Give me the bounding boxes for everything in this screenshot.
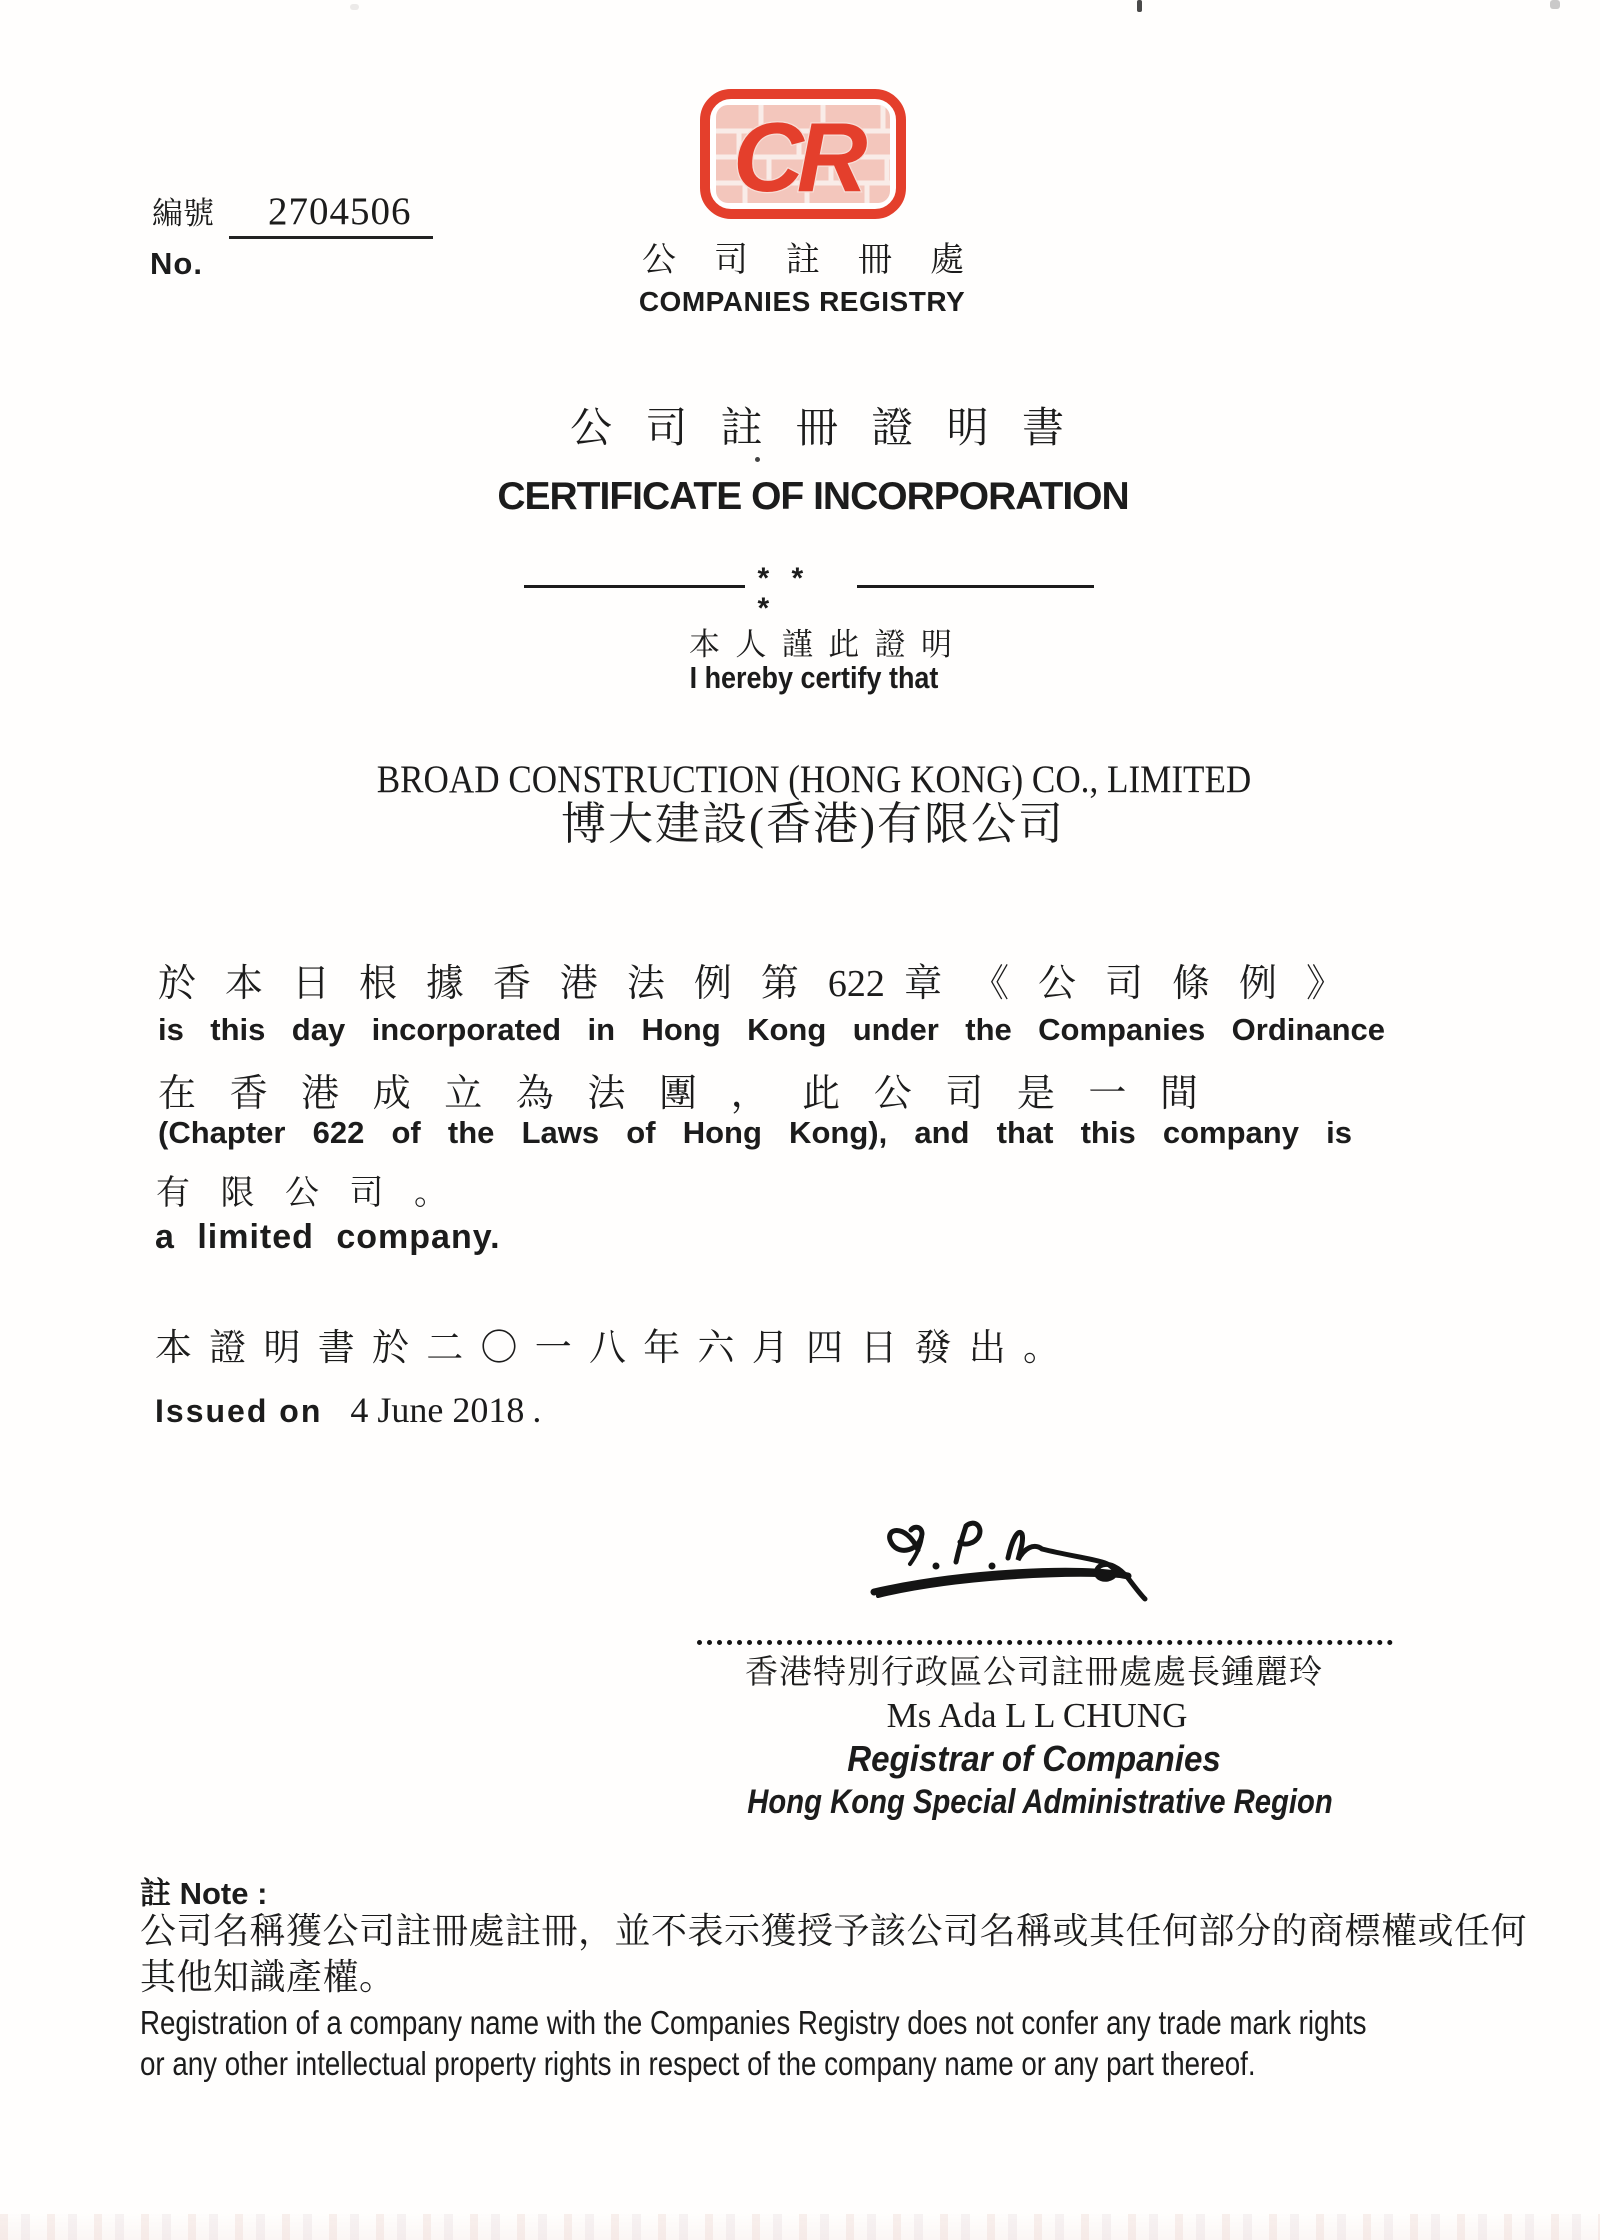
divider-line-left xyxy=(524,585,745,588)
scan-speck xyxy=(755,457,760,462)
certify-statement-en: I hereby certify that xyxy=(689,660,939,695)
scan-edge-noise xyxy=(0,2214,1600,2240)
issue-date-period: . xyxy=(532,1390,542,1430)
issue-date-line-en xyxy=(155,1392,541,1428)
certificate-number-underline xyxy=(229,236,433,239)
note-en-line2: or any other intellectual property rights in respect of the company name or any part thereof. xyxy=(140,2045,1256,2082)
companies-registry-logo-icon xyxy=(699,88,907,220)
company-name-en: BROAD CONSTRUCTION (HONG KONG) CO., LIMITED xyxy=(376,758,1252,801)
note-en-line1: Registration of a company name with the Companies Registry does not confer any trade mark rights xyxy=(140,2004,1367,2041)
registrar-role: Registrar of Companies xyxy=(847,1738,1221,1779)
registrar-region: Hong Kong Special Administrative Region xyxy=(747,1783,1333,1821)
body-line1-en: is this day incorporated in Hong Kong under the Companies Ordinance xyxy=(158,1012,1385,1047)
registry-name-cn: 公 司 註 冊 處 xyxy=(642,242,964,279)
divider-line-right xyxy=(857,585,1094,588)
signature-dotted-line xyxy=(697,1640,1393,1645)
registry-name-en: COMPANIES REGISTRY xyxy=(638,286,966,317)
certificate-number-value: 2704506 xyxy=(268,190,412,233)
registrar-name: Ms Ada L L CHUNG xyxy=(886,1696,1188,1735)
issued-on-label: Issued on xyxy=(155,1393,323,1429)
issue-date-cn: 本 證 明 書 於 二 〇 一 八 年 六 月 四 日 發 出 。 xyxy=(155,1328,1060,1369)
registrar-title-cn: 香港特別行政區公司註冊處處長鍾麗玲 xyxy=(745,1655,1323,1691)
certificate-title-en: CERTIFICATE OF INCORPORATION xyxy=(497,475,1129,518)
scan-speck xyxy=(1550,0,1560,9)
logo-cr-text: CR xyxy=(733,102,861,212)
issue-date-value: 4 June 2018 xyxy=(350,1390,525,1430)
certify-statement-cn: 本 人 謹 此 證 明 xyxy=(689,627,952,662)
certificate-number-label-cn: 編號 xyxy=(152,196,214,231)
certificate-number-label-en: No. xyxy=(150,246,203,281)
title-divider xyxy=(524,556,1094,625)
body-line3-en: a limited company. xyxy=(155,1218,501,1256)
note-label: 註 Note : xyxy=(140,1876,268,1911)
scan-speck xyxy=(350,4,359,10)
note-cn-line1: 公司名稱獲公司註冊處註冊，並不表示獲授予該公司名稱或其任何部分的商標權或任何 xyxy=(140,1911,1528,1951)
body-line2-cn: 在 香 港 成 立 為 法 團 ， 此 公 司 是 一 間 xyxy=(158,1073,1198,1115)
body-line1-cn: 於 本 日 根 據 香 港 法 例 第 622 章 《 公 司 條 例 》 xyxy=(158,963,1344,1005)
divider-stars: * * * xyxy=(757,562,811,625)
note-cn-line2: 其他知識產權。 xyxy=(140,1957,396,1997)
company-name-cn: 博大建設(香港)有限公司 xyxy=(561,799,1065,849)
body-line3-cn: 有 限 公 司 。 xyxy=(156,1175,448,1212)
registrar-signature xyxy=(852,1506,1152,1634)
scan-speck xyxy=(1137,0,1142,12)
certificate-title-cn: 公 司 註 冊 證 明 書 xyxy=(570,406,1064,452)
body-line2-en: (Chapter 622 of the Laws of Hong Kong), and that this company is xyxy=(158,1115,1352,1150)
